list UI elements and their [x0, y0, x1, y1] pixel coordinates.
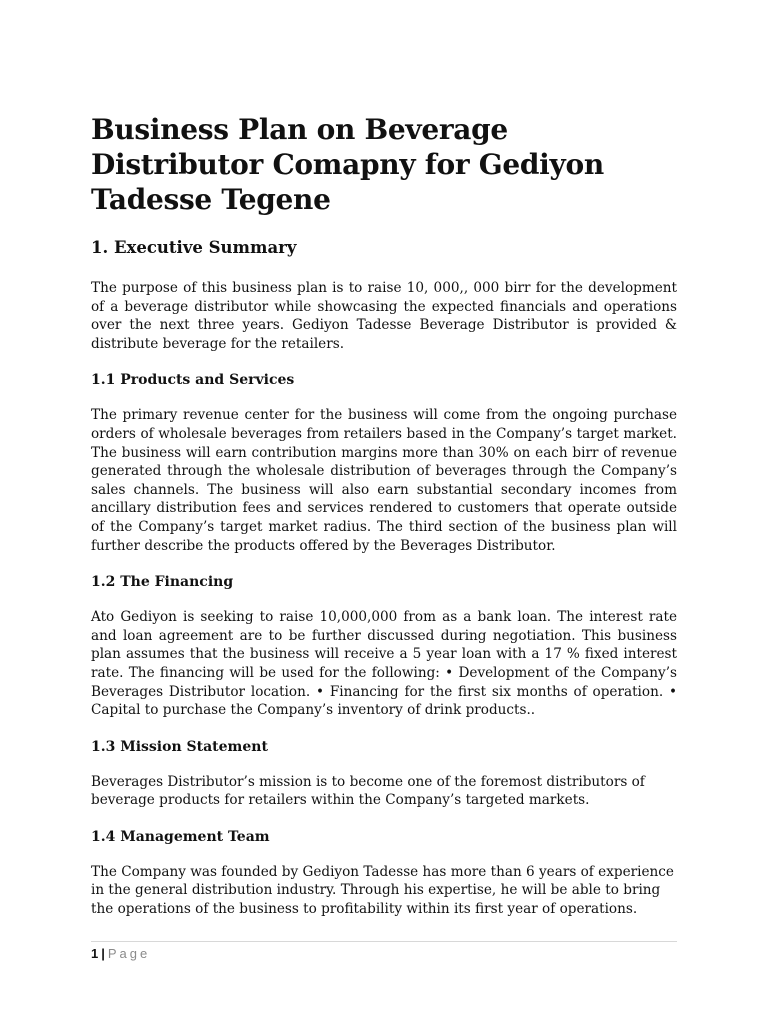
section-heading-mission-statement: 1.3 Mission Statement	[91, 738, 268, 755]
page-footer	[91, 941, 677, 961]
section-heading-executive-summary: 1. Executive Summary	[91, 238, 297, 257]
page-number: 1	[91, 946, 99, 961]
document-title: Business Plan on Beverage Distributor Comapny for Gediyon Tadesse Tegene	[91, 113, 604, 216]
paragraph-mission-statement: Beverages Distributor’s mission is to become one of the foremost distributors of beverage products for retailers within the Company’s targeted markets.	[91, 773, 645, 809]
section-heading-management-team: 1.4 Management Team	[91, 828, 270, 845]
page-separator: |	[101, 946, 105, 961]
paragraph-products-services: The primary revenue center for the business will come from the ongoing purchase orders of wholesale beverages from retailers based in the Company’s target market. The business will earn contribution margins more than 30% on each birr of revenue generated through the wholesale distribution of beverages through the Company’s sales channels. The business will also earn substantial secondary incomes from ancillary distribution fees and services rendered to customers that operate outside of the Company’s target market radius. The third section of the business plan will further describe the products offered by the Beverages Distributor.	[91, 407, 677, 554]
section-heading-financing: 1.2 The Financing	[91, 574, 234, 591]
page-label: Page	[107, 946, 151, 961]
paragraph-management-team: The Company was founded by Gediyon Tadesse has more than 6 years of experience in the general distribution industry. Through his expertise, he will be able to bring the operations of the business to profitability within its first year of operations.	[91, 863, 674, 918]
document-body	[91, 112, 677, 937]
section-heading-products-services: 1.1 Products and Services	[91, 372, 295, 389]
paragraph-executive-summary: The purpose of this business plan is to raise 10, 000,, 000 birr for the development of a beverage distributor while showcasing the expected financials and operations over the next three years. Gediyon Tadesse Beverage Distributor is provided & distribute beverage for the retailers.	[91, 280, 677, 352]
paragraph-financing: Ato Gediyon is seeking to raise 10,000,000 from as a bank loan. The interest rate and loan agreement are to be further discussed during negotiation. This business plan assumes that the business will receive a 5 year loan with a 17 % fixed interest rate. The financing will be used for the following: • Development of the Company’s Beverages Distributor location. • Financing for the first six months of operation. • Capital to purchase the Company’s inventory of drink products..	[91, 609, 677, 719]
